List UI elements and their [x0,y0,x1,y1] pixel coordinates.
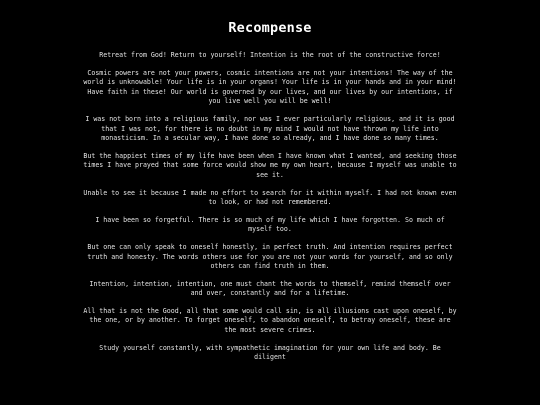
paragraph: Unable to see it because I made no effort to search for it within myself. I had not known even to look, or had not remembered. [83,188,457,207]
paragraph: Cosmic powers are not your powers, cosmic intentions are not your intentions! The way of the world is unknowable! Your life is in your organs! Your life is in your hands and in your mind! Have faith in these! Our world is governed by our lives, and our lives by our intentions, if you live well you will be well! [83,68,457,106]
paragraph: I was not born into a religious family, nor was I ever particularly religious, and it is good that I was not, for there is no doubt in my mind I would not have thrown my life into monasticism. In a secular way, I have done so already, and I have done so many times. [85,114,455,143]
document-body [83,51,458,371]
paragraph: But one can only speak to oneself honestly, in perfect truth. And intention requires perfect truth and honesty. The words others use for you are not your words for yourself, and so only others can find truth in them. [87,242,453,271]
paragraph: But the happiest times of my life have been when I have known what I wanted, and seeking those times I have prayed that some force would show me my own heart, because I myself was unable to see it. [83,151,457,179]
paragraph: I have been so forgetful. There is so much of my life which I have forgotten. So much of myself too. [95,215,445,234]
paragraph: Retreat from God! Return to yourself! Intention is the root of the constructive force! [99,51,441,59]
paragraph: All that is not the Good, all that some would call sin, is all illusions cast upon oneself, by the one, or by another. To forget oneself, to abandon oneself, to betray oneself, these are the most severe crimes. [83,306,457,335]
paragraph: Intention, intention, intention, one must chant the words to themself, remind themself over and over, constantly and for a lifetime. [89,279,451,298]
paragraph: Study yourself constantly, with sympathetic imagination for your own life and body. Be diligent [99,343,441,362]
document-title: Recompense [228,20,312,36]
